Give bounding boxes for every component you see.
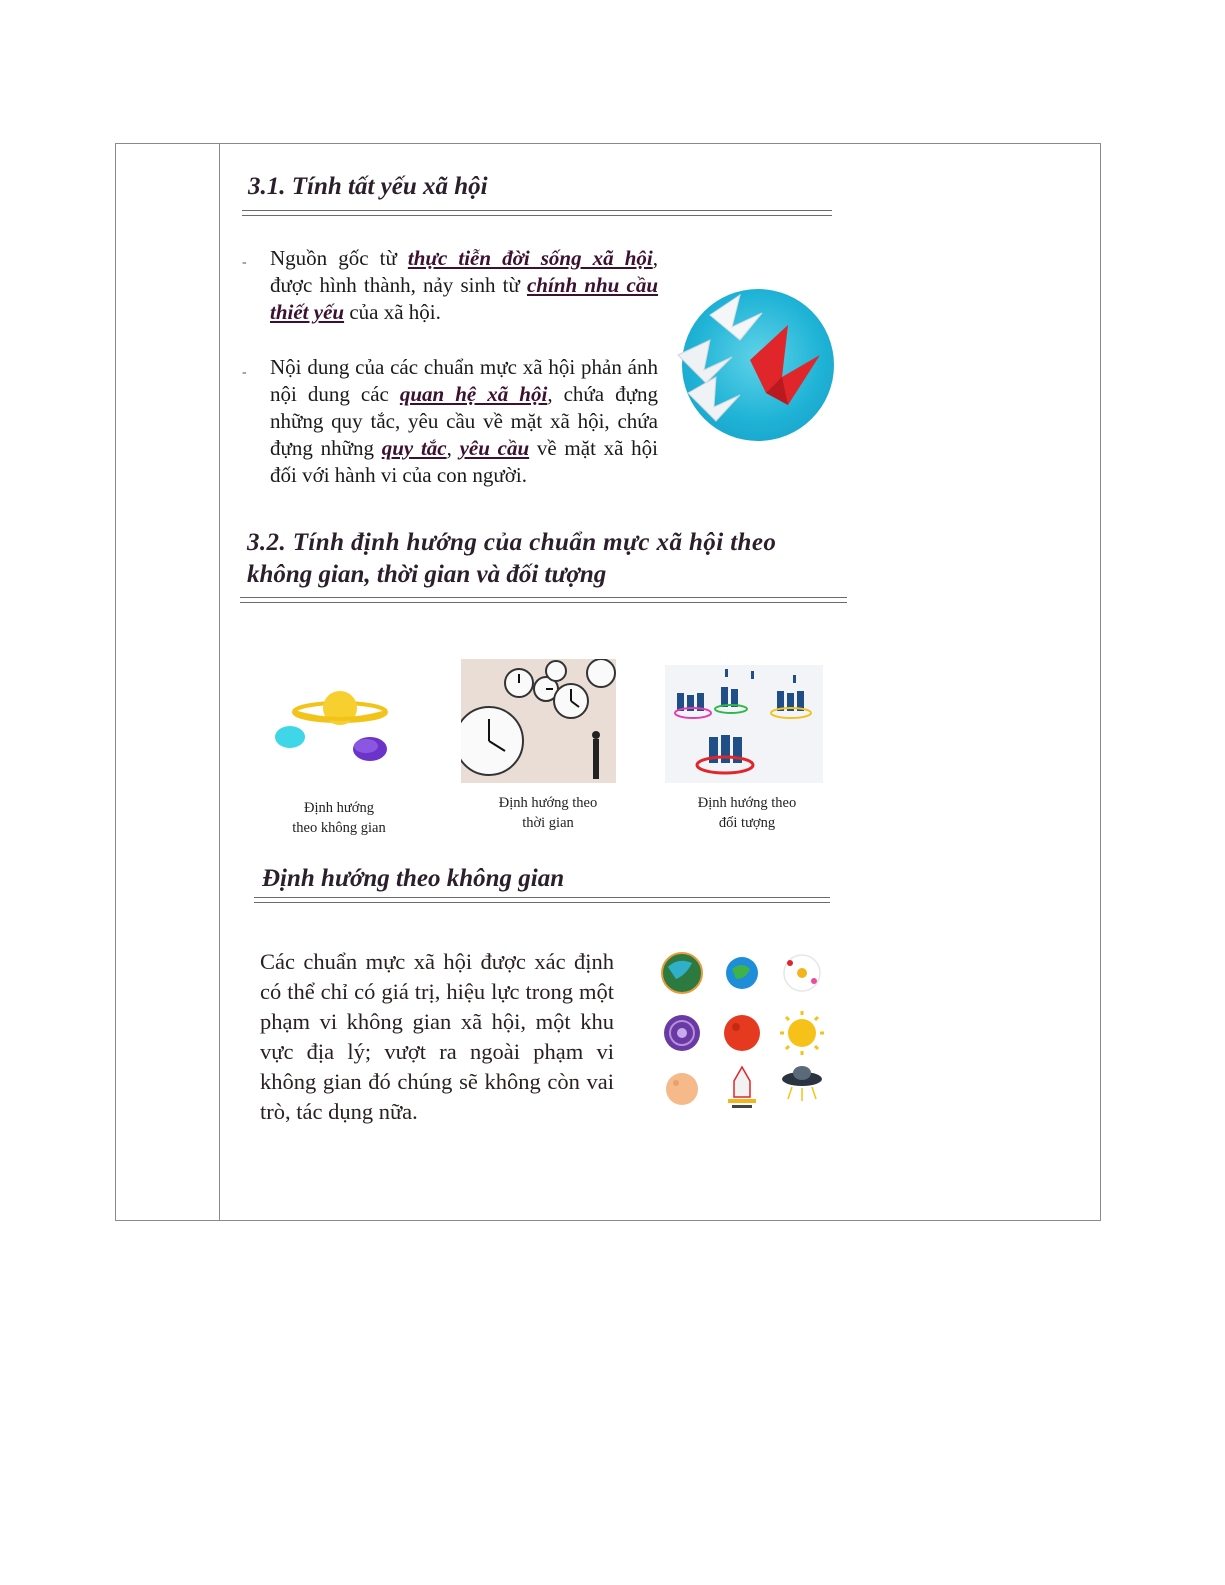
people-groups-image: [665, 665, 823, 783]
caption-line: Định hướng theo: [498, 795, 598, 811]
caption-line: Định hướng theo: [697, 795, 797, 811]
caption-line: theo không gian: [292, 820, 386, 836]
planets-image: [252, 664, 420, 792]
slide-tinh-tat-yeu: [232, 165, 846, 497]
paper-cranes-image: [670, 285, 835, 445]
section-3-heading: Định hướng theo không gian: [262, 865, 565, 892]
section-3-paragraph: Các chuẩn mực xã hội được xác định có thể chỉ có giá trị, hiệu lực trong một phạm vi không gian xã hội, một khu vực địa lý; vượt ra ngoài phạm vi không gian đó chúng sẽ không còn vai trò, tác dụng nữa.: [260, 949, 614, 1124]
solar-system-icon: [784, 955, 820, 991]
galaxy-icon: [664, 1015, 700, 1051]
caption-line: Định hướng: [304, 800, 374, 816]
bullet-2-text-part: ,: [446, 436, 460, 460]
keyword-thuc-tien: thực tiễn đời sống xã hội: [407, 246, 653, 270]
bullet-1-text-part: của xã hội.: [344, 300, 441, 324]
keyword-yeu-cau: yêu cầu: [459, 436, 530, 460]
globe-icon: [726, 957, 758, 989]
bullet-2-text-part: Nội dung của các chuẩn mực xã hội phản ánh nội dung các: [270, 355, 658, 406]
section-1-rule: [242, 210, 832, 216]
section-2-rule: [240, 597, 847, 603]
rocket-icon: [728, 1067, 756, 1108]
section-2-heading-line-2: không gian, thời gian và đối tượng: [247, 561, 607, 588]
bullet-2-text-part: về mặt xã hội đối với hành vi của con người.: [270, 436, 659, 487]
moon-icon: [666, 1073, 698, 1105]
clocks-image: [461, 659, 616, 783]
caption-line: thời gian: [522, 815, 574, 831]
table-column-divider: [219, 143, 220, 1221]
caption-line: đối tượng: [718, 815, 776, 831]
keyword-quy-tac: quy tắc: [381, 436, 447, 460]
keyword-nhu-cau: chính nhu cầu thiết yếu: [270, 273, 659, 324]
bullet-1-text: [270, 245, 658, 326]
ufo-icon: [782, 1066, 822, 1101]
sun-icon: [780, 1011, 824, 1055]
caption-thoi-gian: [468, 793, 628, 833]
slide-tinh-dinh-huong: [230, 527, 870, 845]
keyword-quan-he: quan hệ xã hội: [399, 382, 548, 406]
section-1-heading: 3.1. Tính tất yếu xã hội: [248, 173, 488, 200]
bullet-2-text-part: , chứa đựng những quy tắc, yêu cầu về mặt xã hội, chứa đựng những: [270, 382, 659, 460]
bullet-dash: -: [242, 255, 247, 270]
caption-doi-tuong: [667, 793, 827, 833]
earth-icon: [662, 953, 702, 993]
section-3-rule: [254, 897, 830, 903]
bullet-1-text-part: , được hình thành, nảy sinh từ: [270, 246, 658, 297]
section-2-heading-line-1: 3.2. Tính định hướng của chuẩn mực xã hội theo: [247, 529, 777, 556]
caption-khong-gian: [260, 798, 418, 838]
bullet-2-text: [270, 354, 658, 489]
bullet-1-text-part: Nguồn gốc từ: [270, 246, 408, 270]
space-icons-grid: [658, 949, 828, 1119]
mars-icon: [724, 1015, 760, 1051]
bullet-dash: -: [242, 365, 247, 380]
slide-dinh-huong-khong-gian: [230, 857, 860, 1177]
